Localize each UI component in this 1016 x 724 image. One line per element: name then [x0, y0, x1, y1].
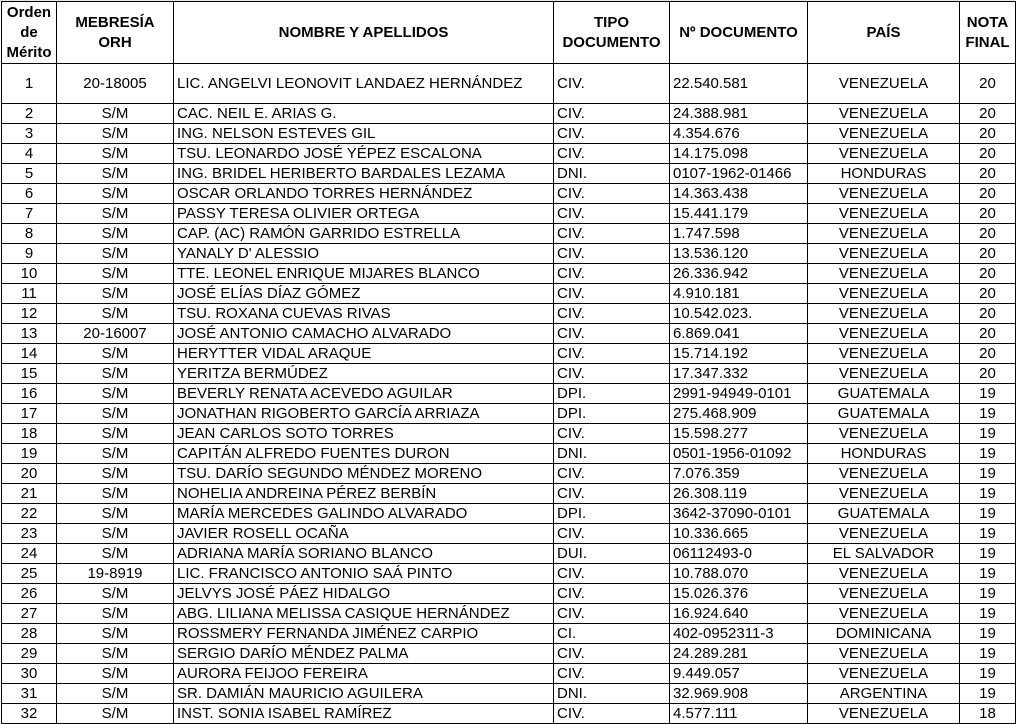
cell-documento: 4.910.181: [670, 284, 808, 304]
cell-membresia: S/M: [57, 264, 174, 284]
cell-pais: HONDURAS: [808, 444, 960, 464]
table-row: [2, 584, 1016, 604]
header-orden: Orden de Mérito: [2, 2, 57, 64]
table-row: [2, 524, 1016, 544]
cell-documento: 15.441.179: [670, 204, 808, 224]
cell-nota: 19: [960, 384, 1016, 404]
cell-nombre: CAP. (AC) RAMÓN GARRIDO ESTRELLA: [174, 224, 554, 244]
cell-tipo: DNI.: [554, 164, 670, 184]
header-documento: Nº DOCUMENTO: [670, 2, 808, 64]
cell-membresia: S/M: [57, 224, 174, 244]
cell-membresia: S/M: [57, 184, 174, 204]
cell-nombre: LIC. ANGELVI LEONOVIT LANDAEZ HERNÁNDEZ: [174, 64, 554, 104]
cell-nota: 19: [960, 504, 1016, 524]
cell-documento: 7.076.359: [670, 464, 808, 484]
table-row: [2, 304, 1016, 324]
cell-membresia: S/M: [57, 204, 174, 224]
cell-pais: GUATEMALA: [808, 384, 960, 404]
table-row: [2, 464, 1016, 484]
cell-tipo: CIV.: [554, 584, 670, 604]
cell-nota: 20: [960, 224, 1016, 244]
cell-orden: 28: [2, 624, 57, 644]
cell-documento: 26.308.119: [670, 484, 808, 504]
cell-nombre: JEAN CARLOS SOTO TORRES: [174, 424, 554, 444]
cell-nombre: JOSÉ ELÍAS DÍAZ GÓMEZ: [174, 284, 554, 304]
cell-nota: 19: [960, 424, 1016, 444]
cell-orden: 1: [2, 64, 57, 104]
cell-nota: 20: [960, 344, 1016, 364]
table-row: [2, 124, 1016, 144]
cell-pais: GUATEMALA: [808, 504, 960, 524]
cell-orden: 26: [2, 584, 57, 604]
cell-documento: 17.347.332: [670, 364, 808, 384]
table-row: [2, 624, 1016, 644]
cell-tipo: CIV.: [554, 524, 670, 544]
header-pais: PAÍS: [808, 2, 960, 64]
cell-tipo: CIV.: [554, 244, 670, 264]
cell-membresia: S/M: [57, 444, 174, 464]
cell-membresia: S/M: [57, 164, 174, 184]
cell-nota: 20: [960, 124, 1016, 144]
header-row: [2, 2, 1016, 64]
header-nombre: NOMBRE Y APELLIDOS: [174, 2, 554, 64]
cell-pais: VENEZUELA: [808, 704, 960, 724]
cell-pais: VENEZUELA: [808, 64, 960, 104]
table-row: [2, 284, 1016, 304]
cell-membresia: S/M: [57, 504, 174, 524]
cell-documento: 32.969.908: [670, 684, 808, 704]
table-row: [2, 104, 1016, 124]
cell-nombre: ING. NELSON ESTEVES GIL: [174, 124, 554, 144]
cell-tipo: CIV.: [554, 364, 670, 384]
cell-nombre: PASSY TERESA OLIVIER ORTEGA: [174, 204, 554, 224]
cell-nota: 19: [960, 544, 1016, 564]
cell-membresia: S/M: [57, 684, 174, 704]
table-row: [2, 264, 1016, 284]
cell-tipo: CIV.: [554, 204, 670, 224]
table-row: [2, 164, 1016, 184]
cell-pais: VENEZUELA: [808, 104, 960, 124]
cell-nota: 20: [960, 244, 1016, 264]
cell-documento: 15.026.376: [670, 584, 808, 604]
cell-nombre: JELVYS JOSÉ PÁEZ HIDALGO: [174, 584, 554, 604]
cell-tipo: DUI.: [554, 544, 670, 564]
cell-documento: 275.468.909: [670, 404, 808, 424]
cell-documento: 6.869.041: [670, 324, 808, 344]
cell-nota: 20: [960, 204, 1016, 224]
cell-nombre: YANALY D' ALESSIO: [174, 244, 554, 264]
cell-nota: 20: [960, 304, 1016, 324]
table-row: [2, 64, 1016, 104]
cell-documento: 15.598.277: [670, 424, 808, 444]
cell-membresia: 20-18005: [57, 64, 174, 104]
cell-nombre: TSU. LEONARDO JOSÉ YÉPEZ ESCALONA: [174, 144, 554, 164]
cell-membresia: S/M: [57, 144, 174, 164]
cell-pais: VENEZUELA: [808, 484, 960, 504]
cell-tipo: CIV.: [554, 664, 670, 684]
cell-documento: 24.388.981: [670, 104, 808, 124]
table-row: [2, 444, 1016, 464]
cell-tipo: CIV.: [554, 224, 670, 244]
cell-orden: 12: [2, 304, 57, 324]
cell-membresia: 19-8919: [57, 564, 174, 584]
cell-tipo: CIV.: [554, 184, 670, 204]
cell-documento: 16.924.640: [670, 604, 808, 624]
table-row: [2, 664, 1016, 684]
header-tipo: TIPO DOCUMENTO: [554, 2, 670, 64]
cell-pais: VENEZUELA: [808, 324, 960, 344]
table-row: [2, 344, 1016, 364]
cell-orden: 27: [2, 604, 57, 624]
cell-membresia: S/M: [57, 124, 174, 144]
table-row: [2, 324, 1016, 344]
cell-documento: 06112493-0: [670, 544, 808, 564]
cell-membresia: S/M: [57, 404, 174, 424]
cell-documento: 15.714.192: [670, 344, 808, 364]
cell-tipo: CIV.: [554, 324, 670, 344]
cell-nota: 19: [960, 404, 1016, 424]
cell-pais: VENEZUELA: [808, 644, 960, 664]
cell-nombre: ADRIANA MARÍA SORIANO BLANCO: [174, 544, 554, 564]
cell-membresia: S/M: [57, 344, 174, 364]
cell-pais: VENEZUELA: [808, 304, 960, 324]
cell-documento: 14.363.438: [670, 184, 808, 204]
table-row: [2, 504, 1016, 524]
cell-pais: HONDURAS: [808, 164, 960, 184]
cell-tipo: CIV.: [554, 484, 670, 504]
cell-orden: 24: [2, 544, 57, 564]
cell-orden: 10: [2, 264, 57, 284]
cell-nombre: ROSSMERY FERNANDA JIMÉNEZ CARPIO: [174, 624, 554, 644]
cell-documento: 3642-37090-0101: [670, 504, 808, 524]
cell-membresia: S/M: [57, 484, 174, 504]
cell-tipo: CIV.: [554, 104, 670, 124]
cell-tipo: CIV.: [554, 704, 670, 724]
cell-membresia: S/M: [57, 624, 174, 644]
cell-nota: 19: [960, 664, 1016, 684]
cell-nota: 19: [960, 444, 1016, 464]
cell-pais: VENEZUELA: [808, 584, 960, 604]
cell-nombre: JAVIER ROSELL OCAÑA: [174, 524, 554, 544]
cell-membresia: S/M: [57, 524, 174, 544]
table-row: [2, 144, 1016, 164]
cell-documento: 4.354.676: [670, 124, 808, 144]
cell-tipo: DNI.: [554, 444, 670, 464]
table-row: [2, 604, 1016, 624]
cell-documento: 10.788.070: [670, 564, 808, 584]
cell-membresia: S/M: [57, 304, 174, 324]
cell-membresia: S/M: [57, 704, 174, 724]
cell-orden: 8: [2, 224, 57, 244]
table-row: [2, 424, 1016, 444]
table-row: [2, 184, 1016, 204]
cell-documento: 0501-1956-01092: [670, 444, 808, 464]
table-row: [2, 544, 1016, 564]
cell-documento: 2991-94949-0101: [670, 384, 808, 404]
cell-nota: 20: [960, 104, 1016, 124]
table-row: [2, 684, 1016, 704]
cell-nombre: TSU. ROXANA CUEVAS RIVAS: [174, 304, 554, 324]
table-row: [2, 224, 1016, 244]
cell-nota: 20: [960, 264, 1016, 284]
cell-nota: 20: [960, 364, 1016, 384]
cell-documento: 4.577.111: [670, 704, 808, 724]
cell-orden: 30: [2, 664, 57, 684]
cell-orden: 11: [2, 284, 57, 304]
cell-tipo: CIV.: [554, 464, 670, 484]
cell-pais: EL SALVADOR: [808, 544, 960, 564]
table-body: [2, 64, 1016, 724]
cell-membresia: S/M: [57, 584, 174, 604]
cell-tipo: CIV.: [554, 424, 670, 444]
cell-pais: ARGENTINA: [808, 684, 960, 704]
cell-membresia: S/M: [57, 384, 174, 404]
table-row: [2, 204, 1016, 224]
cell-pais: VENEZUELA: [808, 604, 960, 624]
cell-pais: VENEZUELA: [808, 244, 960, 264]
cell-nota: 20: [960, 64, 1016, 104]
cell-nota: 19: [960, 484, 1016, 504]
cell-pais: VENEZUELA: [808, 464, 960, 484]
cell-pais: VENEZUELA: [808, 204, 960, 224]
cell-nota: 19: [960, 684, 1016, 704]
cell-nota: 19: [960, 604, 1016, 624]
cell-pais: VENEZUELA: [808, 264, 960, 284]
cell-nombre: ING. BRIDEL HERIBERTO BARDALES LEZAMA: [174, 164, 554, 184]
results-table: [1, 1, 1016, 724]
cell-nota: 20: [960, 184, 1016, 204]
cell-documento: 9.449.057: [670, 664, 808, 684]
cell-pais: GUATEMALA: [808, 404, 960, 424]
cell-nombre: MARÍA MERCEDES GALINDO ALVARADO: [174, 504, 554, 524]
cell-documento: 26.336.942: [670, 264, 808, 284]
cell-orden: 9: [2, 244, 57, 264]
cell-nombre: LIC. FRANCISCO ANTONIO SAÁ PINTO: [174, 564, 554, 584]
cell-tipo: CIV.: [554, 64, 670, 104]
cell-nombre: SERGIO DARÍO MÉNDEZ PALMA: [174, 644, 554, 664]
table-row: [2, 384, 1016, 404]
cell-tipo: CIV.: [554, 604, 670, 624]
cell-membresia: 20-16007: [57, 324, 174, 344]
cell-nombre: INST. SONIA ISABEL RAMÍREZ: [174, 704, 554, 724]
cell-nota: 19: [960, 644, 1016, 664]
cell-nota: 20: [960, 324, 1016, 344]
cell-orden: 18: [2, 424, 57, 444]
cell-orden: 19: [2, 444, 57, 464]
cell-membresia: S/M: [57, 104, 174, 124]
header-nota: NOTA FINAL: [960, 2, 1016, 64]
cell-membresia: S/M: [57, 364, 174, 384]
cell-orden: 15: [2, 364, 57, 384]
cell-nombre: JOSÉ ANTONIO CAMACHO ALVARADO: [174, 324, 554, 344]
cell-documento: 10.542.023.: [670, 304, 808, 324]
cell-pais: VENEZUELA: [808, 224, 960, 244]
cell-pais: VENEZUELA: [808, 284, 960, 304]
table-row: [2, 404, 1016, 424]
cell-nombre: CAC. NEIL E. ARIAS G.: [174, 104, 554, 124]
cell-tipo: DPI.: [554, 504, 670, 524]
cell-documento: 22.540.581: [670, 64, 808, 104]
cell-pais: VENEZUELA: [808, 124, 960, 144]
cell-orden: 4: [2, 144, 57, 164]
cell-nota: 18: [960, 704, 1016, 724]
cell-orden: 21: [2, 484, 57, 504]
cell-nota: 20: [960, 164, 1016, 184]
table-row: [2, 644, 1016, 664]
cell-orden: 29: [2, 644, 57, 664]
cell-nombre: HERYTTER VIDAL ARAQUE: [174, 344, 554, 364]
cell-pais: VENEZUELA: [808, 424, 960, 444]
cell-documento: 402-0952311-3: [670, 624, 808, 644]
table-row: [2, 704, 1016, 724]
cell-pais: VENEZUELA: [808, 564, 960, 584]
cell-pais: VENEZUELA: [808, 524, 960, 544]
cell-documento: 13.536.120: [670, 244, 808, 264]
cell-pais: VENEZUELA: [808, 184, 960, 204]
cell-orden: 25: [2, 564, 57, 584]
cell-nombre: JONATHAN RIGOBERTO GARCÍA ARRIAZA: [174, 404, 554, 424]
cell-orden: 31: [2, 684, 57, 704]
cell-nombre: TTE. LEONEL ENRIQUE MIJARES BLANCO: [174, 264, 554, 284]
cell-orden: 20: [2, 464, 57, 484]
cell-nombre: BEVERLY RENATA ACEVEDO AGUILAR: [174, 384, 554, 404]
cell-nombre: SR. DAMIÁN MAURICIO AGUILERA: [174, 684, 554, 704]
cell-tipo: DPI.: [554, 404, 670, 424]
cell-nombre: NOHELIA ANDREINA PÉREZ BERBÍN: [174, 484, 554, 504]
cell-membresia: S/M: [57, 464, 174, 484]
cell-orden: 6: [2, 184, 57, 204]
cell-nota: 19: [960, 564, 1016, 584]
cell-membresia: S/M: [57, 604, 174, 624]
cell-tipo: CIV.: [554, 344, 670, 364]
cell-nota: 19: [960, 624, 1016, 644]
cell-orden: 14: [2, 344, 57, 364]
cell-tipo: CIV.: [554, 124, 670, 144]
cell-documento: 10.336.665: [670, 524, 808, 544]
cell-pais: VENEZUELA: [808, 344, 960, 364]
cell-orden: 13: [2, 324, 57, 344]
cell-orden: 2: [2, 104, 57, 124]
table-row: [2, 484, 1016, 504]
cell-membresia: S/M: [57, 644, 174, 664]
cell-nombre: ABG. LILIANA MELISSA CASIQUE HERNÁNDEZ: [174, 604, 554, 624]
cell-membresia: S/M: [57, 284, 174, 304]
cell-tipo: CIV.: [554, 644, 670, 664]
cell-orden: 23: [2, 524, 57, 544]
cell-tipo: CIV.: [554, 284, 670, 304]
cell-documento: 14.175.098: [670, 144, 808, 164]
cell-nota: 19: [960, 524, 1016, 544]
header-membresia: MEBRESÍA ORH: [57, 2, 174, 64]
cell-nombre: TSU. DARÍO SEGUNDO MÉNDEZ MORENO: [174, 464, 554, 484]
cell-orden: 5: [2, 164, 57, 184]
table-row: [2, 244, 1016, 264]
cell-orden: 16: [2, 384, 57, 404]
cell-nombre: AURORA FEIJOO FEREIRA: [174, 664, 554, 684]
table-row: [2, 564, 1016, 584]
cell-membresia: S/M: [57, 664, 174, 684]
cell-membresia: S/M: [57, 544, 174, 564]
cell-documento: 0107-1962-01466: [670, 164, 808, 184]
cell-orden: 3: [2, 124, 57, 144]
cell-pais: DOMINICANA: [808, 624, 960, 644]
table-row: [2, 364, 1016, 384]
cell-orden: 17: [2, 404, 57, 424]
cell-nota: 20: [960, 284, 1016, 304]
cell-tipo: CIV.: [554, 264, 670, 284]
cell-tipo: CIV.: [554, 304, 670, 324]
cell-nota: 19: [960, 464, 1016, 484]
cell-orden: 7: [2, 204, 57, 224]
cell-pais: VENEZUELA: [808, 144, 960, 164]
cell-pais: VENEZUELA: [808, 664, 960, 684]
cell-tipo: CIV.: [554, 144, 670, 164]
cell-nota: 19: [960, 584, 1016, 604]
cell-membresia: S/M: [57, 244, 174, 264]
cell-tipo: DNI.: [554, 684, 670, 704]
cell-nombre: OSCAR ORLANDO TORRES HERNÁNDEZ: [174, 184, 554, 204]
cell-tipo: CIV.: [554, 564, 670, 584]
cell-tipo: DPI.: [554, 384, 670, 404]
cell-nombre: YERITZA BERMÚDEZ: [174, 364, 554, 384]
cell-membresia: S/M: [57, 424, 174, 444]
cell-pais: VENEZUELA: [808, 364, 960, 384]
cell-orden: 22: [2, 504, 57, 524]
cell-documento: 24.289.281: [670, 644, 808, 664]
cell-documento: 1.747.598: [670, 224, 808, 244]
cell-nota: 20: [960, 144, 1016, 164]
cell-orden: 32: [2, 704, 57, 724]
cell-nombre: CAPITÁN ALFREDO FUENTES DURON: [174, 444, 554, 464]
cell-tipo: CI.: [554, 624, 670, 644]
